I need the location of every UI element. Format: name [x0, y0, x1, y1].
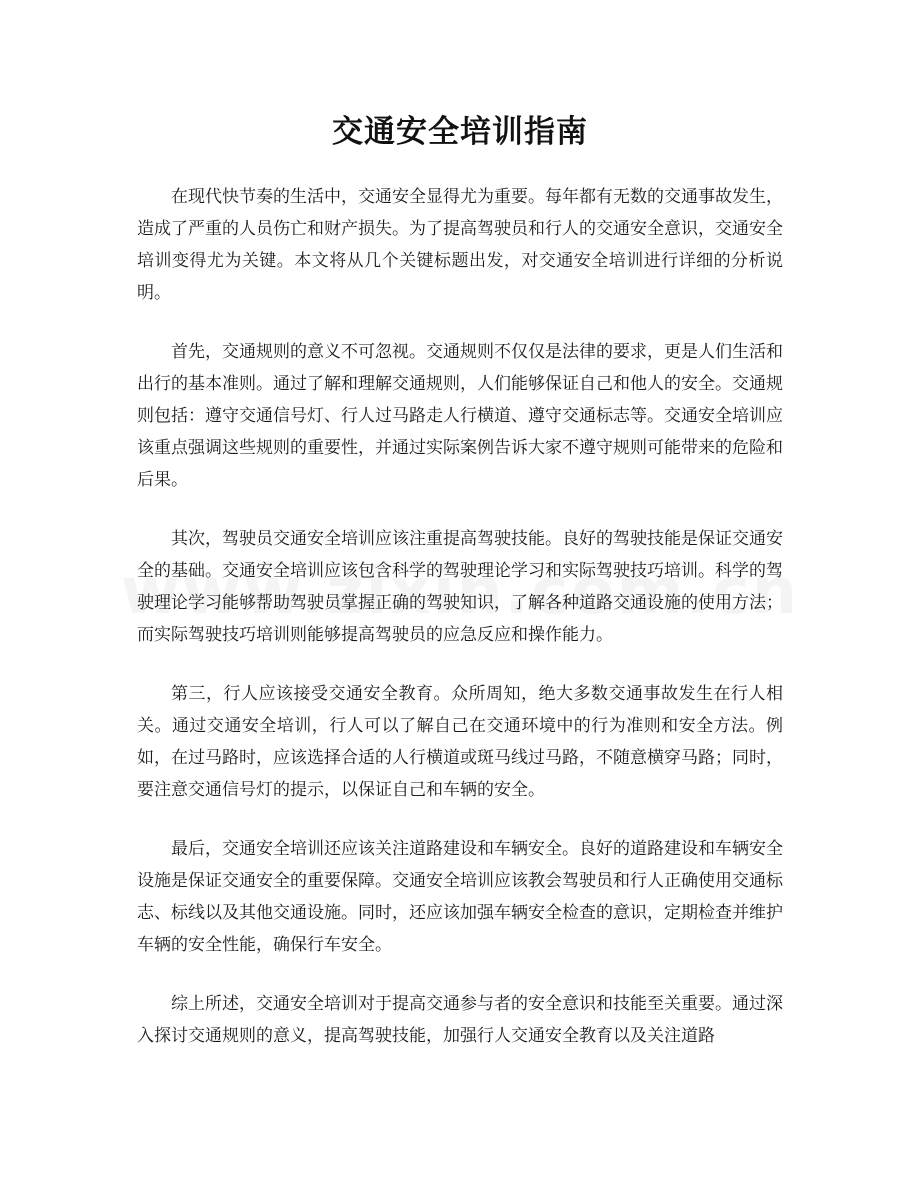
paragraph-driving-skills: 其次，驾驶员交通安全培训应该注重提高驾驶技能。良好的驾驶技能是保证交通安全的基础。交通安全培训应该包含科学的驾驶理论学习和实际驾驶技巧培训。科学的驾驶理论学习能够帮助驾驶员掌握正确的驾驶知识，了解各种道路交通设施的使用方法；而实际驾驶技巧培训则能够提高驾驶员的应急反应和操作能力。 [137, 529, 783, 645]
paragraph-conclusion: 综上所述，交通安全培训对于提高交通参与者的安全意识和技能至关重要。通过深入探讨交通规则的意义，提高驾驶技能，加强行人交通安全教育以及关注道路 [137, 994, 783, 1046]
document-title: 交通安全培训指南 [332, 114, 588, 150]
paragraph-intro: 在现代快节奏的生活中，交通安全显得尤为重要。每年都有无数的交通事故发生，造成了严重的人员伤亡和财产损失。为了提高驾驶员和行人的交通安全意识，交通安全培训变得尤为关键。本文将从几个关键标题出发，对交通安全培训进行详细的分析说明。 [137, 187, 783, 303]
paragraph-traffic-rules: 首先，交通规则的意义不可忽视。交通规则不仅仅是法律的要求，更是人们生活和出行的基本准则。通过了解和理解交通规则，人们能够保证自己和他人的安全。交通规则包括：遵守交通信号灯、行人过马路走人行横道、遵守交通标志等。交通安全培训应该重点强调这些规则的重要性，并通过实际案例告诉大家不遵守规则可能带来的危险和后果。 [137, 342, 783, 490]
paragraph-pedestrian-education: 第三，行人应该接受交通安全教育。众所周知，绝大多数交通事故发生在行人相关。通过交通安全培训，行人可以了解自己在交通环境中的行为准则和安全方法。例如，在过马路时，应该选择合适的人行横道或斑马线过马路，不随意横穿马路；同时，要注意交通信号灯的提示，以保证自己和车辆的安全。 [137, 684, 783, 800]
paragraph-road-vehicle-safety: 最后，交通安全培训还应该关注道路建设和车辆安全。良好的道路建设和车辆安全设施是保证交通安全的重要保障。交通安全培训应该教会驾驶员和行人正确使用交通标志、标线以及其他交通设施。同时，还应该加强车辆安全检查的意识，定期检查并维护车辆的安全性能，确保行车安全。 [137, 839, 783, 955]
document-body [137, 181, 783, 1079]
